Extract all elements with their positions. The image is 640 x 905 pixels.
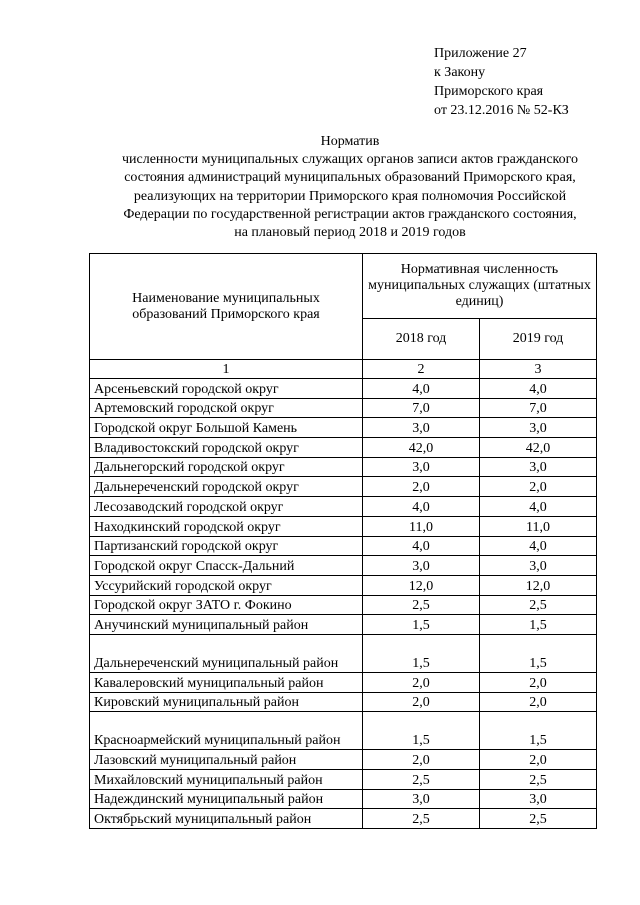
value-2018-cell: 42,0	[363, 438, 480, 458]
value-2019-cell: 2,0	[480, 750, 597, 770]
value-2019-cell: 11,0	[480, 516, 597, 536]
value-2018-cell: 12,0	[363, 575, 480, 595]
municipality-name-cell: Лесозаводский городской округ	[90, 497, 363, 517]
value-2019-cell: 1,5	[480, 634, 597, 672]
table-row	[90, 418, 597, 438]
table-row	[90, 438, 597, 458]
title-line-5: Федерации по государственной регистрации актов гражданского состояния,	[123, 206, 577, 222]
value-2019-cell: 42,0	[480, 438, 597, 458]
annex-line-1: Приложение 27	[434, 46, 527, 61]
value-2018-cell: 3,0	[363, 457, 480, 477]
value-2019-cell: 4,0	[480, 379, 597, 399]
value-2019-cell: 2,5	[480, 770, 597, 790]
municipality-name-cell: Городской округ ЗАТО г. Фокино	[90, 595, 363, 615]
municipality-name-cell: Дальнереченский муниципальный район	[90, 634, 363, 672]
value-2018-cell: 2,5	[363, 595, 480, 615]
value-2019-cell: 4,0	[480, 536, 597, 556]
title-line-1: Норматив	[320, 134, 380, 149]
title-line-6: на плановый период 2018 и 2019 годов	[234, 225, 466, 241]
municipality-name-cell: Партизанский городской округ	[90, 536, 363, 556]
column-index-3: 3	[480, 360, 597, 379]
municipality-name-cell: Городской округ Большой Камень	[90, 418, 363, 438]
value-2019-cell: 3,0	[480, 789, 597, 809]
header-name-cell: Наименование муниципальных образований Приморского края	[90, 254, 363, 360]
municipality-name-cell: Арсеньевский городской округ	[90, 379, 363, 399]
value-2018-cell: 1,5	[363, 615, 480, 635]
annex-line-4: от 23.12.2016 № 52-КЗ	[434, 103, 569, 118]
value-2018-cell: 4,0	[363, 379, 480, 399]
table-row	[90, 477, 597, 497]
table-row	[90, 692, 597, 712]
value-2018-cell: 3,0	[363, 418, 480, 438]
value-2019-cell: 2,5	[480, 595, 597, 615]
value-2019-cell: 3,0	[480, 556, 597, 576]
municipality-name-cell: Надеждинский муниципальный район	[90, 789, 363, 809]
municipality-name-cell: Красноармейский муниципальный район	[90, 712, 363, 750]
value-2019-cell: 2,0	[480, 692, 597, 712]
title-line-2: численности муниципальных служащих органов записи актов гражданского	[121, 152, 579, 168]
header-row	[90, 254, 597, 319]
table-row	[90, 556, 597, 576]
header-year-2019: 2019 год	[480, 319, 597, 360]
value-2019-cell: 3,0	[480, 457, 597, 477]
table-row	[90, 398, 597, 418]
table-row	[90, 809, 597, 829]
table-row	[90, 595, 597, 615]
table-row	[90, 536, 597, 556]
title-line-4: реализующих на территории Приморского края полномочия Российской	[133, 188, 567, 204]
value-2019-cell: 2,5	[480, 809, 597, 829]
value-2019-cell: 1,5	[480, 712, 597, 750]
value-2019-cell: 4,0	[480, 497, 597, 517]
table-row	[90, 457, 597, 477]
annex-block	[434, 44, 569, 120]
value-2018-cell: 2,0	[363, 672, 480, 692]
municipality-name-cell: Находкинский городской округ	[90, 516, 363, 536]
value-2018-cell: 2,5	[363, 809, 480, 829]
table-row	[90, 770, 597, 790]
table-row	[90, 750, 597, 770]
municipality-name-cell: Артемовский городской округ	[90, 398, 363, 418]
value-2018-cell: 3,0	[363, 789, 480, 809]
table-row	[90, 615, 597, 635]
municipality-name-cell: Владивостокский городской округ	[90, 438, 363, 458]
municipality-name-cell: Дальнереченский городской округ	[90, 477, 363, 497]
value-2018-cell: 2,0	[363, 477, 480, 497]
header-year-2018: 2018 год	[363, 319, 480, 360]
value-2019-cell: 1,5	[480, 615, 597, 635]
value-2018-cell: 11,0	[363, 516, 480, 536]
value-2018-cell: 4,0	[363, 497, 480, 517]
value-2018-cell: 2,5	[363, 770, 480, 790]
value-2018-cell: 2,0	[363, 692, 480, 712]
table-row	[90, 516, 597, 536]
document-title	[60, 133, 640, 242]
annex-line-3: Приморского края	[434, 84, 544, 99]
value-2019-cell: 7,0	[480, 398, 597, 418]
value-2018-cell: 4,0	[363, 536, 480, 556]
column-index-row	[90, 360, 597, 379]
table-row	[90, 497, 597, 517]
table-row	[90, 575, 597, 595]
municipality-name-cell: Кировский муниципальный район	[90, 692, 363, 712]
value-2018-cell: 3,0	[363, 556, 480, 576]
title-line-3: состояния администраций муниципальных образований Приморского края,	[124, 170, 576, 186]
table-row	[90, 789, 597, 809]
municipality-name-cell: Уссурийский городской округ	[90, 575, 363, 595]
municipality-name-cell: Кавалеровский муниципальный район	[90, 672, 363, 692]
annex-line-2: к Закону	[434, 65, 486, 80]
table-row	[90, 712, 597, 750]
column-index-1: 1	[90, 360, 363, 379]
table-row	[90, 634, 597, 672]
municipality-name-cell: Анучинский муниципальный район	[90, 615, 363, 635]
value-2019-cell: 3,0	[480, 418, 597, 438]
value-2019-cell: 2,0	[480, 672, 597, 692]
municipality-name-cell: Михайловский муниципальный район	[90, 770, 363, 790]
municipality-name-cell: Октябрьский муниципальный район	[90, 809, 363, 829]
value-2018-cell: 1,5	[363, 712, 480, 750]
municipality-name-cell: Городской округ Спасск-Дальний	[90, 556, 363, 576]
table-row	[90, 672, 597, 692]
value-2018-cell: 1,5	[363, 634, 480, 672]
value-2018-cell: 7,0	[363, 398, 480, 418]
value-2019-cell: 2,0	[480, 477, 597, 497]
municipality-name-cell: Дальнегорский городской округ	[90, 457, 363, 477]
table-row	[90, 379, 597, 399]
norm-table	[89, 253, 597, 829]
column-index-2: 2	[363, 360, 480, 379]
municipality-name-cell: Лазовский муниципальный район	[90, 750, 363, 770]
value-2019-cell: 12,0	[480, 575, 597, 595]
value-2018-cell: 2,0	[363, 750, 480, 770]
header-group-cell: Нормативная численность муниципальных служащих (штатных единиц)	[363, 254, 597, 319]
